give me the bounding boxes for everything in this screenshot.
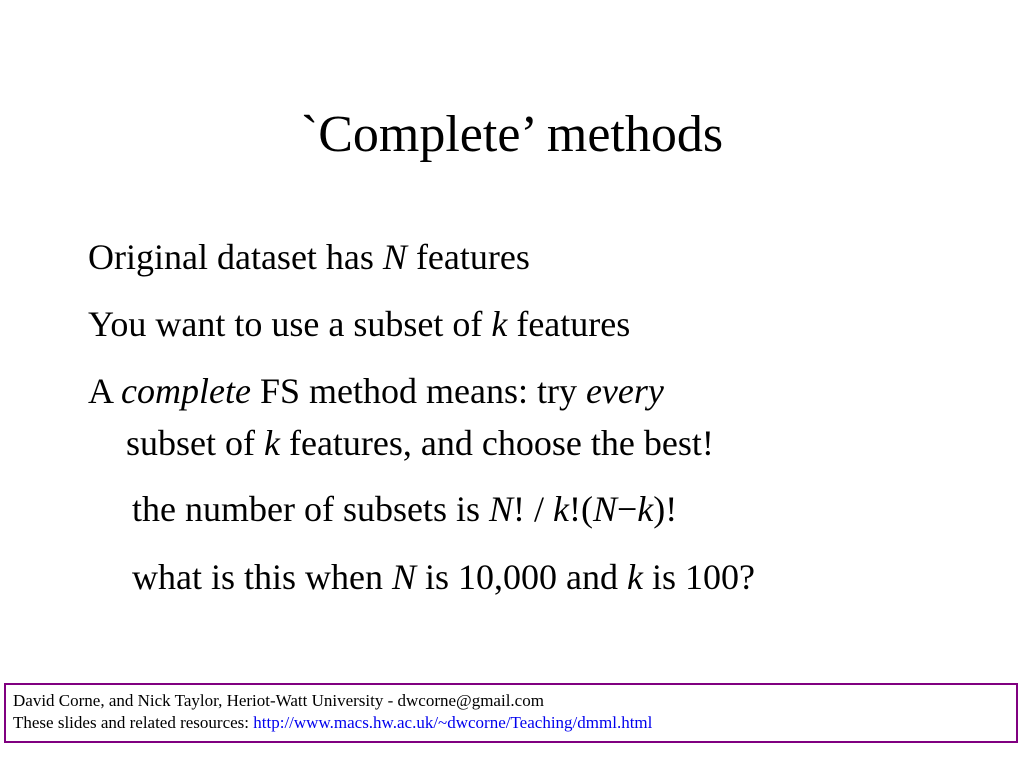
text: ! / bbox=[512, 489, 553, 529]
text: is 10,000 and bbox=[416, 557, 627, 597]
text: features bbox=[507, 304, 631, 344]
footer-resources-label: These slides and related resources: bbox=[13, 713, 254, 732]
sub-bullet-question bbox=[132, 552, 755, 602]
text: )! bbox=[653, 489, 678, 529]
text: is 100? bbox=[642, 557, 755, 597]
resources-link[interactable]: http://www.macs.hw.ac.uk/~dwcorne/Teaching/dmml.html bbox=[253, 713, 653, 732]
var-n: N bbox=[592, 489, 617, 529]
bullet-subset-k bbox=[88, 299, 630, 349]
text: Original dataset has bbox=[88, 237, 383, 277]
bullet-complete-method bbox=[88, 366, 664, 416]
text: FS method means: try bbox=[250, 371, 586, 411]
text: subset of bbox=[126, 423, 264, 463]
var-k: k bbox=[552, 489, 569, 529]
var-k: k bbox=[491, 304, 508, 344]
footer-resources bbox=[13, 712, 1016, 734]
emphasis-complete: complete bbox=[121, 371, 251, 411]
text: features bbox=[406, 237, 530, 277]
var-n: N bbox=[391, 557, 416, 597]
var-k: k bbox=[637, 489, 654, 529]
var-n: N bbox=[382, 237, 407, 277]
slide-title: `Complete’ methods bbox=[300, 106, 724, 163]
sub-bullet-number-of-subsets bbox=[132, 484, 677, 534]
footer-credits: David Corne, and Nick Taylor, Heriot-Watt University - dwcorne@gmail.com bbox=[13, 691, 544, 710]
text: features, and choose the best! bbox=[279, 423, 714, 463]
bullet-original-dataset bbox=[88, 232, 530, 282]
var-k: k bbox=[264, 423, 280, 463]
text: You want to use a subset of bbox=[88, 304, 492, 344]
text: A bbox=[88, 371, 122, 411]
text: the number of subsets is bbox=[132, 489, 489, 529]
var-k: k bbox=[627, 557, 643, 597]
text: !( bbox=[568, 489, 593, 529]
footer-box bbox=[4, 683, 1018, 743]
var-n: N bbox=[488, 489, 513, 529]
emphasis-every: every bbox=[585, 371, 664, 411]
text: what is this when bbox=[132, 557, 392, 597]
bullet-complete-method-continuation bbox=[126, 418, 714, 468]
minus-sign: − bbox=[616, 489, 638, 529]
